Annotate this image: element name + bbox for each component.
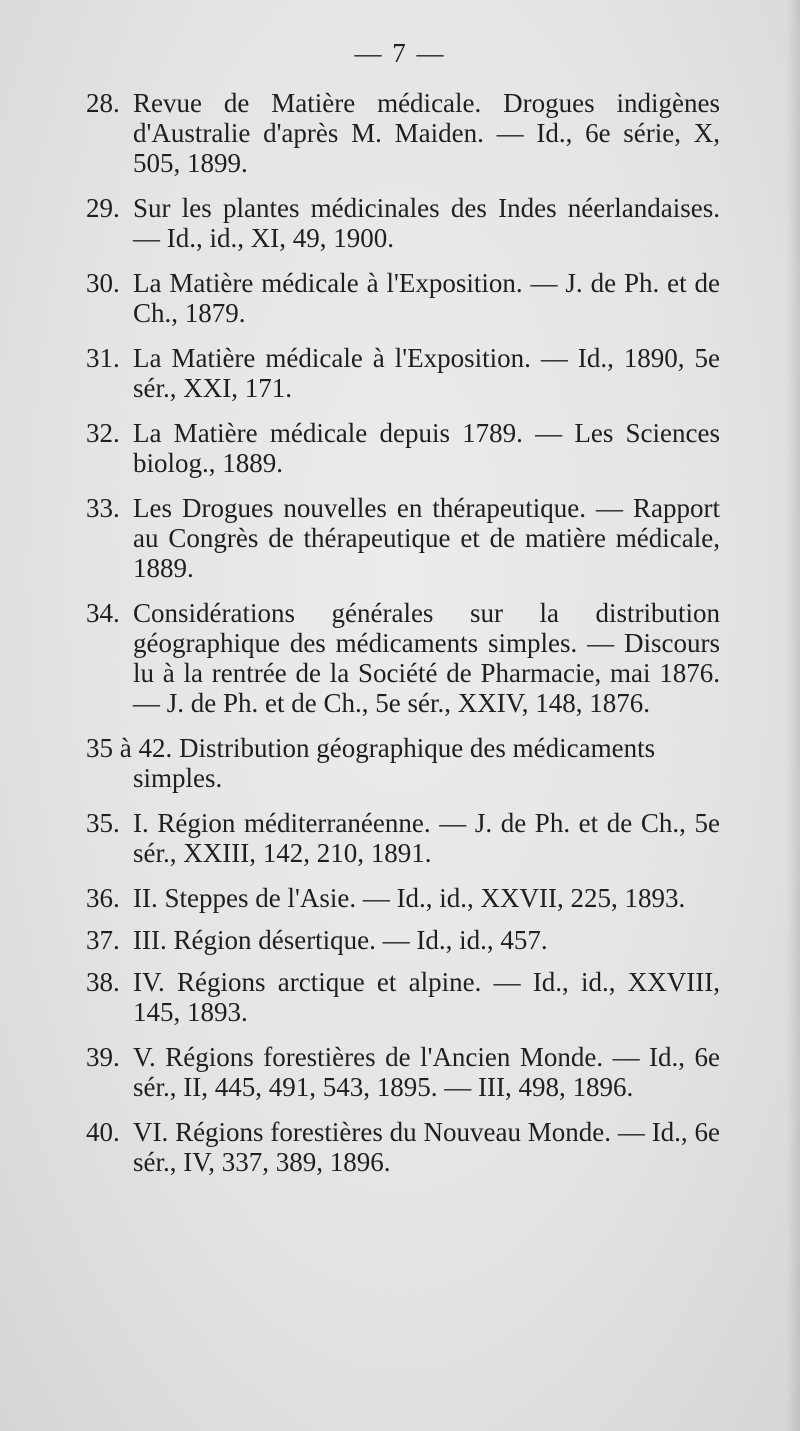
entry-text: II. Steppes de l'Asie. — Id., id., XXVII, 225, 1893. xyxy=(133,883,686,913)
entry-text: Les Drogues nouvelles en thérapeutique. — Rapport au Congrès de thérapeutique et de matière médicale, 1889. xyxy=(133,493,720,583)
entry-text-continuation: simples. xyxy=(133,763,223,793)
bibliography-entry-39 xyxy=(86,1042,720,1102)
bibliography-entry-32 xyxy=(86,418,720,478)
bibliography-entry-35 xyxy=(86,808,720,868)
entry-number: 36. xyxy=(86,883,120,913)
entry-number: 31. xyxy=(86,343,120,373)
entry-number: 38. xyxy=(86,967,120,997)
bibliography-entry-40 xyxy=(86,1117,720,1177)
entry-text: V. Régions forestières de l'Ancien Monde. — Id., 6e sér., II, 445, 491, 543, 1895. — III, 498, 1896. xyxy=(133,1042,720,1102)
entry-number: 28. xyxy=(86,88,120,118)
entry-text: IV. Régions arctique et alpine. — Id., id., XXVIII, 145, 1893. xyxy=(133,967,720,1027)
entry-text: III. Région désertique. — Id., id., 457. xyxy=(133,925,548,955)
entry-number: 30. xyxy=(86,268,120,298)
bibliography-entry-29 xyxy=(86,193,720,253)
entry-number: 40. xyxy=(86,1117,120,1147)
bibliography-entry-37 xyxy=(86,925,720,955)
entry-text: Sur les plantes médicinales des Indes néerlandaises. — Id., id., XI, 49, 1900. xyxy=(133,193,720,253)
entry-text: La Matière médicale à l'Exposition. — J. de Ph. et de Ch., 1879. xyxy=(133,268,720,328)
entry-number: 35. xyxy=(86,808,120,838)
page-number: — 7 — xyxy=(354,38,446,68)
entry-number: 34. xyxy=(86,598,120,628)
bibliography-list xyxy=(86,88,720,1192)
entry-text: VI. Régions forestières du Nouveau Monde. — Id., 6e sér., IV, 337, 389, 1896. xyxy=(133,1117,720,1177)
bibliography-entry-33 xyxy=(86,493,720,583)
entry-number: 29. xyxy=(86,193,120,223)
entry-text: Revue de Matière médicale. Drogues indigènes d'Australie d'après M. Maiden. — Id., 6e série, X, 505, 1899. xyxy=(133,88,720,178)
entry-text: Distribution géographique des médicaments xyxy=(178,733,656,763)
entry-text: La Matière médicale depuis 1789. — Les Sciences biolog., 1889. xyxy=(133,418,720,478)
bibliography-entry-38 xyxy=(86,967,720,1027)
entry-number: 39. xyxy=(86,1042,120,1072)
bibliography-entry-34 xyxy=(86,598,720,718)
entry-text: La Matière médicale à l'Exposition. — Id., 1890, 5e sér., XXI, 171. xyxy=(133,343,720,403)
entry-number: 35 à 42. xyxy=(86,733,173,763)
entry-number: 37. xyxy=(86,925,120,955)
bibliography-entry-30 xyxy=(86,268,720,328)
entry-number: 33. xyxy=(86,493,120,523)
bibliography-entry-36 xyxy=(86,883,720,913)
entry-number: 32. xyxy=(86,418,120,448)
entry-text: Considérations générales sur la distribution géographique des médicaments simples. — Discours lu à la rentrée de la Société de Pharmacie, mai 1876. — J. de Ph. et de Ch., 5e sér., XXIV, 148, 1876. xyxy=(133,598,720,718)
bibliography-entry-35-42 xyxy=(86,733,720,793)
bibliography-entry-31 xyxy=(86,343,720,403)
bibliography-entry-28 xyxy=(86,88,720,178)
entry-text: I. Région méditerranéenne. — J. de Ph. et de Ch., 5e sér., XXIII, 142, 210, 1891. xyxy=(133,808,720,868)
